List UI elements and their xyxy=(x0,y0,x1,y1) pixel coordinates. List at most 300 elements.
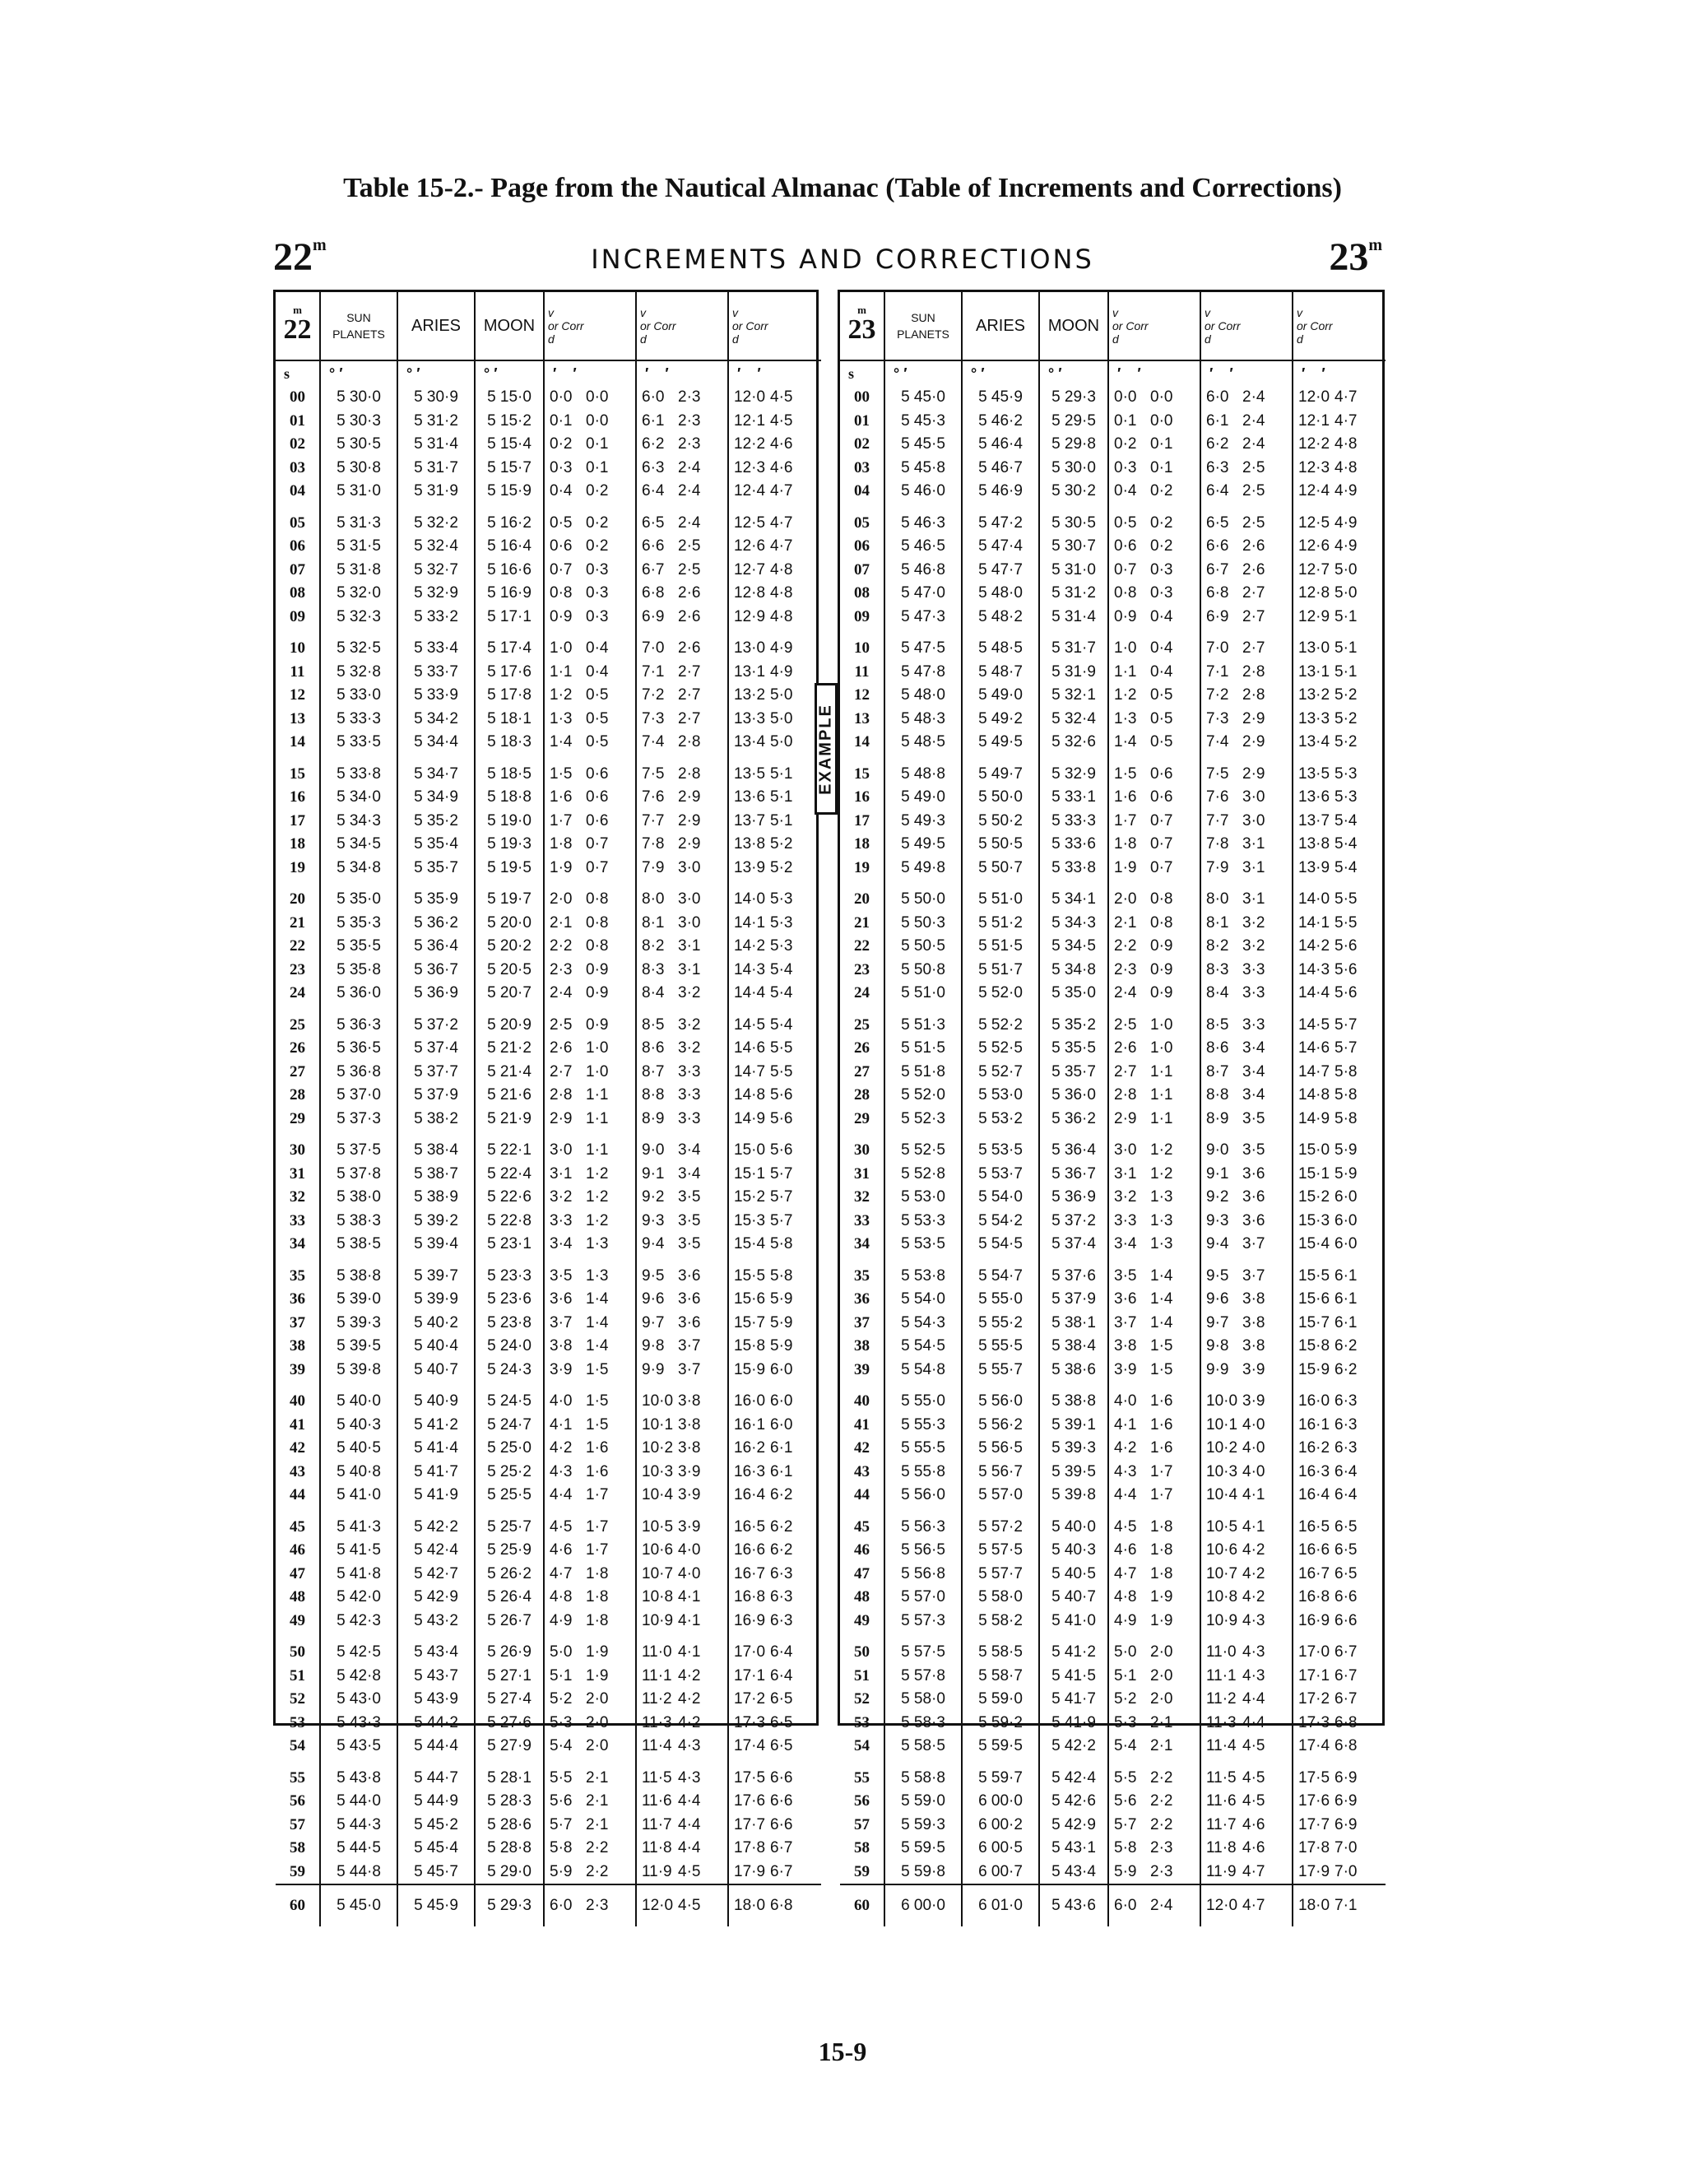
corr-value: 2·3 xyxy=(678,411,701,430)
correction-cell xyxy=(1108,1884,1200,1926)
correction-cell xyxy=(544,1210,636,1234)
table-row xyxy=(276,763,821,787)
correction-cell xyxy=(544,912,636,936)
corr-value: 3·1 xyxy=(1242,835,1265,853)
seconds-cell: 01 xyxy=(290,411,305,430)
correction-cell xyxy=(1108,1414,1200,1438)
table-row xyxy=(840,684,1386,708)
v-or-d-value: 8·1 xyxy=(1206,913,1229,932)
seconds-cell: 52 xyxy=(290,1690,305,1708)
corr-value: 3·8 xyxy=(1242,1313,1265,1331)
correction-cell xyxy=(728,1735,821,1759)
correction-cell xyxy=(636,480,728,504)
correction-cell xyxy=(544,1790,636,1814)
table-row xyxy=(840,1461,1386,1485)
table-row xyxy=(840,810,1386,834)
correction-cell xyxy=(544,582,636,606)
correction-cell xyxy=(728,386,821,410)
corr-value: 0·1 xyxy=(1150,458,1173,476)
correction-cell xyxy=(636,1461,728,1485)
v-or-d-value: 4·2 xyxy=(550,1439,573,1457)
corr-value: 6·7 xyxy=(770,1839,793,1857)
correction-cell xyxy=(544,1288,636,1312)
seconds-cell: 02 xyxy=(290,435,305,453)
v-or-d-value: 1·8 xyxy=(1114,835,1137,853)
v-or-d-value: 7·6 xyxy=(1206,788,1229,806)
correction-cell xyxy=(636,559,728,583)
table-row xyxy=(276,433,821,457)
correction-cell xyxy=(1108,1665,1200,1689)
correction-cell xyxy=(1108,457,1200,481)
corr-value: 0·9 xyxy=(1150,960,1173,978)
corr-value: 3·0 xyxy=(678,858,701,876)
v-or-d-value: 2·1 xyxy=(550,913,573,932)
sun-planets-cell: 5 31·0 xyxy=(320,480,397,504)
v-or-d-value: 1·4 xyxy=(550,733,573,751)
seconds-cell: 55 xyxy=(290,1768,305,1787)
table-row xyxy=(840,708,1386,732)
table-row xyxy=(840,1288,1386,1312)
correction-cell xyxy=(1108,1688,1200,1712)
sun-planets-cell: 5 52·5 xyxy=(884,1139,962,1163)
v-or-d-value: 3·2 xyxy=(1114,1188,1137,1206)
seconds-cell: 56 xyxy=(290,1792,305,1810)
v-or-d-value: 0·5 xyxy=(550,513,573,532)
moon-cell: 5 31·7 xyxy=(1039,637,1108,661)
corr-value: 1·4 xyxy=(1150,1313,1173,1331)
v-or-d-value: 10·2 xyxy=(642,1439,674,1457)
v-or-d-value: 15·9 xyxy=(1298,1360,1330,1378)
corr-value: 1·0 xyxy=(586,1039,609,1057)
v-or-d-value: 2·1 xyxy=(1114,913,1137,932)
sun-planets-cell: 5 59·8 xyxy=(884,1861,962,1885)
corr-value: 5·1 xyxy=(1335,607,1358,625)
aries-cell: 5 50·7 xyxy=(962,857,1039,881)
correction-cell xyxy=(1293,1037,1386,1061)
aries-cell: 5 43·9 xyxy=(397,1688,475,1712)
corr-value: 4·2 xyxy=(678,1713,701,1731)
sun-planets-cell: 5 58·8 xyxy=(884,1767,962,1791)
v-or-d-value: 12·8 xyxy=(1298,584,1330,602)
corr-value: 2·8 xyxy=(1242,686,1265,704)
v-or-d-value: 12·7 xyxy=(1298,560,1330,579)
sun-planets-cell: 5 42·3 xyxy=(320,1610,397,1633)
aries-cell: 5 42·9 xyxy=(397,1586,475,1610)
corr-value: 2·1 xyxy=(1150,1737,1173,1755)
corr-value: 1·3 xyxy=(586,1266,609,1285)
v-or-d-value: 7·2 xyxy=(642,686,665,704)
corr-value: 0·8 xyxy=(586,913,609,932)
corr-value: 5·5 xyxy=(1335,913,1358,932)
corr-value: 0·8 xyxy=(1150,913,1173,932)
v-or-d-value: 6·9 xyxy=(642,607,665,625)
corr-value: 4·7 xyxy=(770,482,793,500)
v-or-d-value: 4·7 xyxy=(1114,1564,1137,1582)
sun-planets-cell: 5 42·0 xyxy=(320,1586,397,1610)
corr-value: 3·4 xyxy=(1242,1039,1265,1057)
table-row xyxy=(276,912,821,936)
table-row xyxy=(276,661,821,685)
sun-planets-cell: 5 38·3 xyxy=(320,1210,397,1234)
table-row xyxy=(276,1484,821,1508)
v-or-d-value: 14·2 xyxy=(1298,937,1330,955)
corr-value: 1·6 xyxy=(586,1462,609,1480)
correction-cell xyxy=(728,912,821,936)
moon-cell: 5 25·7 xyxy=(475,1516,544,1540)
aries-cell: 5 52·5 xyxy=(962,1037,1039,1061)
sun-planets-cell: 5 58·0 xyxy=(884,1688,962,1712)
correction-cell xyxy=(728,1084,821,1108)
sun-planets-cell: 5 51·3 xyxy=(884,1014,962,1038)
aries-cell: 5 40·4 xyxy=(397,1335,475,1359)
seconds-cell: 05 xyxy=(290,513,305,532)
moon-cell: 5 28·6 xyxy=(475,1814,544,1838)
correction-cell xyxy=(1200,857,1293,881)
moon-cell: 5 40·5 xyxy=(1039,1563,1108,1587)
correction-cell xyxy=(1293,512,1386,536)
v-or-d-value: 3·8 xyxy=(550,1337,573,1355)
aries-cell: 5 32·9 xyxy=(397,582,475,606)
v-or-d-value: 6·5 xyxy=(642,513,665,532)
v-or-d-value: 13·2 xyxy=(1298,686,1330,704)
seconds-cell: 42 xyxy=(290,1439,305,1457)
correction-cell xyxy=(544,1484,636,1508)
corr-value: 4·5 xyxy=(1242,1737,1265,1755)
corr-value: 1·4 xyxy=(586,1313,609,1331)
seconds-cell: 07 xyxy=(290,560,305,579)
v-or-d-value: 12·6 xyxy=(734,537,766,555)
seconds-cell: 34 xyxy=(854,1235,870,1253)
corr-value: 2·6 xyxy=(678,607,701,625)
corr-value: 2·0 xyxy=(586,1713,609,1731)
sun-planets-cell: 5 54·3 xyxy=(884,1312,962,1336)
v-or-d-value: 2·0 xyxy=(1114,890,1137,908)
corr-value: 4·1 xyxy=(678,1588,701,1606)
corr-value: 6·0 xyxy=(1335,1188,1358,1206)
moon-cell: 5 21·6 xyxy=(475,1084,544,1108)
correction-cell xyxy=(544,810,636,834)
v-or-d-value: 1·5 xyxy=(1114,764,1137,783)
corr-value: 4·4 xyxy=(678,1792,701,1810)
table-row xyxy=(276,1610,821,1633)
v-or-d-value: 0·2 xyxy=(550,435,573,453)
corr-value: 5·4 xyxy=(770,960,793,978)
aries-cell: 5 32·7 xyxy=(397,559,475,583)
corr-value: 5·2 xyxy=(1335,686,1358,704)
seconds-cell: 34 xyxy=(290,1235,305,1253)
v-or-d-value: 7·7 xyxy=(1206,811,1229,829)
aries-cell: 5 31·4 xyxy=(397,433,475,457)
seconds-cell: 50 xyxy=(854,1643,870,1661)
correction-cell xyxy=(728,1610,821,1633)
moon-cell: 5 22·4 xyxy=(475,1163,544,1187)
corr-value: 6·8 xyxy=(1335,1713,1358,1731)
corr-value: 3·9 xyxy=(678,1517,701,1536)
correction-cell xyxy=(1108,1767,1200,1791)
v-or-d-value: 4·7 xyxy=(550,1564,573,1582)
v-or-d-value: 11·9 xyxy=(642,1862,672,1880)
corr-value: 5·9 xyxy=(1335,1164,1358,1183)
v-or-d-value: 14·7 xyxy=(1298,1062,1330,1080)
v-or-d-value: 2·2 xyxy=(1114,937,1137,955)
corr-value: 4·1 xyxy=(1242,1517,1265,1536)
correction-cell xyxy=(636,1688,728,1712)
correction-cell xyxy=(728,1563,821,1587)
correction-cell xyxy=(728,708,821,732)
correction-cell xyxy=(1108,1139,1200,1163)
corr-value: 1·7 xyxy=(1150,1486,1173,1504)
v-or-d-value: 7·8 xyxy=(642,835,665,853)
v-or-d-value: 11·8 xyxy=(642,1839,672,1857)
correction-cell xyxy=(1293,857,1386,881)
table-row xyxy=(840,410,1386,434)
correction-cell xyxy=(636,708,728,732)
correction-cell xyxy=(544,1108,636,1131)
corr-value: 5·9 xyxy=(1335,1141,1358,1159)
corr-value: 3·3 xyxy=(678,1086,701,1104)
seconds-cell: 39 xyxy=(290,1360,305,1378)
sun-planets-cell: 5 38·8 xyxy=(320,1265,397,1289)
v-or-d-value: 8·8 xyxy=(1206,1086,1229,1104)
corr-value: 4·0 xyxy=(678,1541,701,1559)
aries-cell: 5 53·0 xyxy=(962,1084,1039,1108)
corr-value: 1·2 xyxy=(586,1211,609,1229)
moon-cell: 5 36·7 xyxy=(1039,1163,1108,1187)
seconds-cell: 49 xyxy=(854,1611,870,1629)
v-or-d-value: 17·9 xyxy=(1298,1862,1330,1880)
v-or-d-value: 4·5 xyxy=(1114,1517,1137,1536)
correction-cell xyxy=(1200,1516,1293,1540)
correction-cell xyxy=(1108,1814,1200,1838)
v-or-d-value: 3·1 xyxy=(550,1164,573,1183)
aries-cell: 5 48·2 xyxy=(962,606,1039,630)
moon-cell: 5 31·4 xyxy=(1039,606,1108,630)
sun-planets-cell: 5 43·0 xyxy=(320,1688,397,1712)
corr-value: 3·5 xyxy=(678,1188,701,1206)
corr-value: 2·1 xyxy=(586,1768,609,1787)
correction-cell xyxy=(544,1665,636,1689)
corr-value: 5·3 xyxy=(770,937,793,955)
v-or-d-value: 14·6 xyxy=(734,1039,766,1057)
corr-value: 6·5 xyxy=(770,1713,793,1731)
correction-cell xyxy=(728,1233,821,1257)
table-row xyxy=(840,637,1386,661)
v-or-d-value: 9·4 xyxy=(642,1235,665,1253)
aries-cell: 5 48·5 xyxy=(962,637,1039,661)
correction-cell xyxy=(728,606,821,630)
v-or-d-value: 13·8 xyxy=(734,835,766,853)
corr-value: 2·2 xyxy=(1150,1815,1173,1833)
correction-cell xyxy=(1108,1790,1200,1814)
v-or-d-value: 13·1 xyxy=(734,662,766,681)
aries-cell: 5 47·4 xyxy=(962,535,1039,559)
sun-planets-cell: 5 57·5 xyxy=(884,1641,962,1665)
sun-planets-cell: 5 55·8 xyxy=(884,1461,962,1485)
v-or-d-value: 16·2 xyxy=(734,1439,766,1457)
corr-value: 0·2 xyxy=(586,482,609,500)
seconds-cell: 13 xyxy=(290,709,305,727)
corr-value: 0·4 xyxy=(1150,607,1173,625)
corr-value: 3·1 xyxy=(1242,858,1265,876)
seconds-cell: 24 xyxy=(854,984,870,1002)
corr-value: 4·2 xyxy=(1242,1588,1265,1606)
correction-cell xyxy=(728,1641,821,1665)
corr-value: 5·7 xyxy=(770,1188,793,1206)
correction-cell xyxy=(728,935,821,959)
corr-value: 1·2 xyxy=(1150,1164,1173,1183)
correction-cell xyxy=(1108,1014,1200,1038)
sun-planets-cell: 5 44·0 xyxy=(320,1790,397,1814)
correction-cell xyxy=(1200,410,1293,434)
v-or-d-value: 10·1 xyxy=(642,1415,674,1434)
correction-cell xyxy=(1108,386,1200,410)
seconds-cell: 47 xyxy=(854,1564,870,1582)
correction-cell xyxy=(1108,1563,1200,1587)
correction-cell xyxy=(728,1814,821,1838)
correction-cell xyxy=(1293,1767,1386,1791)
seconds-cell: 38 xyxy=(854,1337,870,1355)
corr-value: 3·8 xyxy=(678,1415,701,1434)
correction-cell xyxy=(1200,982,1293,1006)
corr-value: 1·3 xyxy=(1150,1188,1173,1206)
v-or-d-value: 16·9 xyxy=(1298,1611,1330,1629)
corr-value: 2·9 xyxy=(678,835,701,853)
corr-value: 5·0 xyxy=(1335,584,1358,602)
correction-cell xyxy=(636,1712,728,1736)
v-or-d-value: 11·0 xyxy=(1206,1643,1237,1661)
correction-cell xyxy=(1108,1539,1200,1563)
aries-cell: 5 58·0 xyxy=(962,1586,1039,1610)
table-row xyxy=(276,1288,821,1312)
table-row xyxy=(840,1884,1386,1926)
correction-cell xyxy=(728,1688,821,1712)
correction-cell xyxy=(1200,1210,1293,1234)
aries-cell: 5 31·9 xyxy=(397,480,475,504)
table-row xyxy=(840,982,1386,1006)
correction-cell xyxy=(544,410,636,434)
seconds-cell: 43 xyxy=(290,1462,305,1480)
seconds-cell: 22 xyxy=(290,937,305,955)
v-or-d-value: 14·1 xyxy=(1298,913,1330,932)
correction-cell xyxy=(636,1665,728,1689)
correction-cell xyxy=(1200,480,1293,504)
correction-cell xyxy=(1293,637,1386,661)
v-or-d-value: 17·3 xyxy=(1298,1713,1330,1731)
v-or-d-value: 3·6 xyxy=(1114,1290,1137,1308)
corr-value: 0·1 xyxy=(586,458,609,476)
correction-cell xyxy=(1293,1335,1386,1359)
seconds-cell: 08 xyxy=(854,584,870,602)
table-row xyxy=(840,661,1386,685)
v-or-d-value: 13·4 xyxy=(1298,733,1330,751)
moon-cell: 5 23·8 xyxy=(475,1312,544,1336)
v-or-d-value: 14·4 xyxy=(1298,984,1330,1002)
corr-value: 0·3 xyxy=(1150,560,1173,579)
seconds-cell: 12 xyxy=(854,686,870,704)
correction-cell xyxy=(728,1837,821,1861)
correction-cell xyxy=(1293,1390,1386,1414)
v-or-d-value: 6·4 xyxy=(1206,482,1229,500)
seconds-cell: 10 xyxy=(290,639,305,658)
correction-cell xyxy=(1293,786,1386,810)
aries-cell: 5 34·9 xyxy=(397,786,475,810)
corr-value: 0·8 xyxy=(586,937,609,955)
table-row xyxy=(840,1712,1386,1736)
increments-table-23m xyxy=(838,290,1385,1914)
v-or-d-value: 11·8 xyxy=(1206,1839,1237,1857)
moon-cell: 5 21·9 xyxy=(475,1108,544,1131)
sun-planets-cell: 5 34·8 xyxy=(320,857,397,881)
aries-cell: 5 32·4 xyxy=(397,535,475,559)
table-row xyxy=(840,763,1386,787)
moon-cell: 5 20·7 xyxy=(475,982,544,1006)
moon-cell: 5 42·2 xyxy=(1039,1735,1108,1759)
seconds-cell: 59 xyxy=(290,1862,305,1880)
v-or-d-value: 17·4 xyxy=(734,1737,766,1755)
correction-cell xyxy=(728,480,821,504)
correction-cell xyxy=(728,1312,821,1336)
corr-value: 1·8 xyxy=(1150,1564,1173,1582)
correction-cell xyxy=(1108,857,1200,881)
correction-cell xyxy=(544,1061,636,1085)
sun-planets-cell: 5 57·8 xyxy=(884,1665,962,1689)
table-row xyxy=(276,1437,821,1461)
v-or-d-value: 16·4 xyxy=(734,1486,766,1504)
increments-title: INCREMENTS AND CORRECTIONS xyxy=(591,244,1094,275)
aries-cell: 5 45·9 xyxy=(397,1884,475,1926)
corr-value: 5·1 xyxy=(1335,639,1358,658)
corr-value: 5·7 xyxy=(770,1164,793,1183)
correction-cell xyxy=(636,786,728,810)
corr-value: 3·2 xyxy=(678,984,701,1002)
sun-planets-cell: 5 40·5 xyxy=(320,1437,397,1461)
correction-cell xyxy=(1293,833,1386,857)
v-or-d-value: 14·5 xyxy=(734,1015,766,1034)
correction-cell xyxy=(636,1516,728,1540)
v-or-d-value: 14·4 xyxy=(734,984,766,1002)
corr-value: 6·7 xyxy=(1335,1643,1358,1661)
aries-cell: 5 44·4 xyxy=(397,1735,475,1759)
correction-cell xyxy=(1293,1837,1386,1861)
correction-cell xyxy=(1108,661,1200,685)
correction-cell xyxy=(636,1359,728,1382)
correction-cell xyxy=(1293,810,1386,834)
sun-planets-cell: 5 34·5 xyxy=(320,833,397,857)
aries-cell: 5 31·2 xyxy=(397,410,475,434)
v-or-d-value: 10·6 xyxy=(1206,1541,1238,1559)
seconds-cell: 06 xyxy=(854,537,870,555)
correction-cell xyxy=(544,786,636,810)
v-or-d-value: 9·0 xyxy=(642,1141,665,1159)
correction-cell xyxy=(636,1037,728,1061)
correction-cell xyxy=(636,1861,728,1885)
moon-cell: 5 29·5 xyxy=(1039,410,1108,434)
moon-cell: 5 43·6 xyxy=(1039,1884,1108,1926)
correction-cell xyxy=(636,661,728,685)
seconds-cell: 29 xyxy=(854,1109,870,1127)
corr-value: 1·5 xyxy=(1150,1337,1173,1355)
v-or-d-value: 6·3 xyxy=(642,458,665,476)
correction-cell xyxy=(544,1139,636,1163)
corr-value: 3·5 xyxy=(1242,1109,1265,1127)
sun-planets-cell: 5 37·0 xyxy=(320,1084,397,1108)
corr-value: 3·0 xyxy=(1242,811,1265,829)
moon-cell: 5 25·5 xyxy=(475,1484,544,1508)
correction-cell xyxy=(728,1461,821,1485)
table-header xyxy=(840,292,1386,360)
v-or-d-value: 6·7 xyxy=(642,560,665,579)
moon-cell: 5 36·2 xyxy=(1039,1108,1108,1131)
